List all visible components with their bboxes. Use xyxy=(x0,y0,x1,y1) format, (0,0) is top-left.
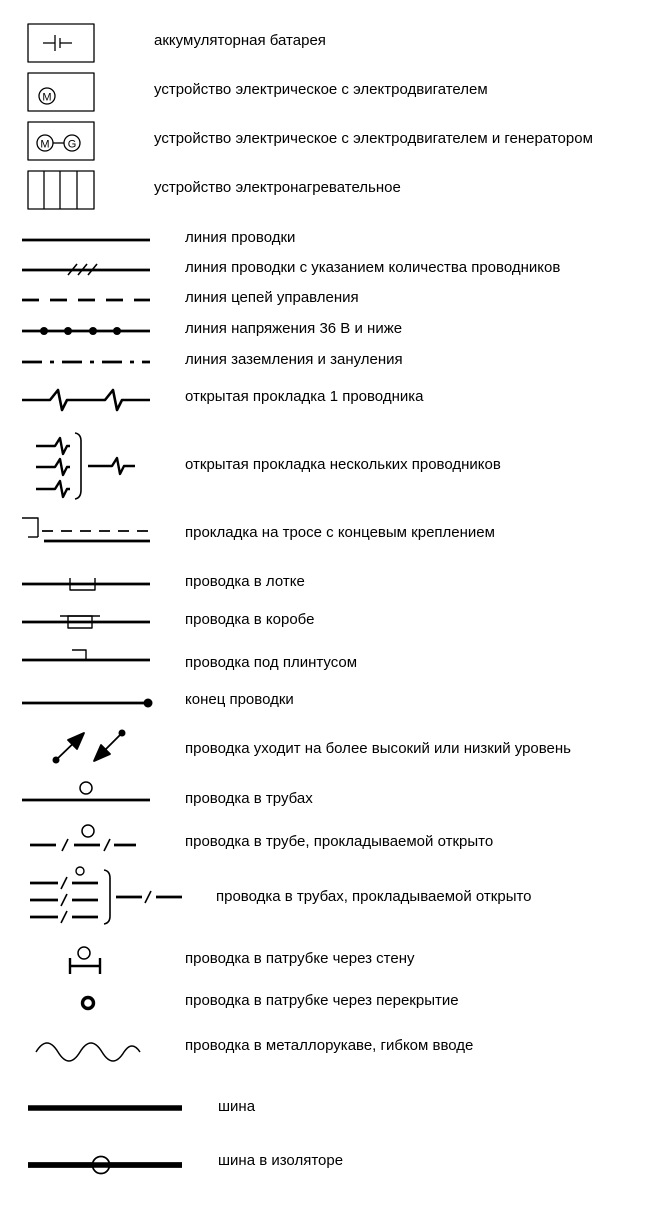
level-change-symbol xyxy=(53,730,126,764)
label-motor-generator: устройство электрическое с электродвигателем и генератором xyxy=(154,130,593,147)
pipes-symbol xyxy=(22,782,150,800)
label-ground-line: линия заземления и зануления xyxy=(185,351,403,368)
label-wire-end: конец проводки xyxy=(185,691,294,708)
label-open-single: открытая прокладка 1 проводника xyxy=(185,388,424,405)
heater-symbol xyxy=(28,171,94,209)
label-wire-line: линия проводки xyxy=(185,229,296,246)
label-sleeve-floor: проводка в патрубке через перекрытие xyxy=(185,992,459,1009)
open-single-symbol xyxy=(22,390,150,410)
tray-symbol xyxy=(22,578,150,590)
motor-letter: M xyxy=(40,138,50,151)
label-battery: аккумуляторная батарея xyxy=(154,32,326,49)
label-tray: проводка в лотке xyxy=(185,573,305,590)
label-baseboard: проводка под плинтусом xyxy=(185,654,358,671)
sleeve-wall-symbol xyxy=(70,947,100,974)
label-level-change: проводка уходит на более высокий или низкий уровень xyxy=(185,740,572,757)
baseboard-symbol xyxy=(22,650,150,660)
label-busbar-insulator: шина в изоляторе xyxy=(218,1152,344,1169)
motor-device-symbol xyxy=(28,73,94,111)
label-open-multi: открытая прокладка нескольких проводников xyxy=(185,456,501,473)
open-multi-symbol xyxy=(36,433,135,499)
busbar-insulator-symbol xyxy=(28,1157,182,1174)
wire-count-line-symbol xyxy=(22,264,150,275)
box-symbol xyxy=(22,616,150,628)
label-low-voltage-line: линия напряжения 36 В и ниже xyxy=(185,320,403,337)
label-motor: устройство электрическое с электродвигателем xyxy=(154,81,488,98)
pipes-open-symbol xyxy=(30,867,182,924)
pipe-open-symbol xyxy=(30,825,136,851)
metal-hose-symbol xyxy=(36,1043,140,1061)
battery-symbol xyxy=(28,24,94,62)
label-busbar: шина xyxy=(218,1098,256,1115)
label-pipes-open: проводка в трубах, прокладываемой открыто xyxy=(216,888,532,905)
label-cable-on-rope: прокладка на тросе с концевым креплением xyxy=(185,524,495,541)
label-heater: устройство электронагревательное xyxy=(154,179,401,196)
label-pipe-open: проводка в трубе, прокладываемой открыто xyxy=(185,833,494,850)
low-voltage-line-symbol xyxy=(22,327,150,335)
label-pipes: проводка в трубах xyxy=(185,790,313,807)
cable-on-rope-symbol xyxy=(22,518,150,541)
label-metal-hose: проводка в металлорукаве, гибком вводе xyxy=(185,1037,474,1054)
label-sleeve-wall: проводка в патрубке через стену xyxy=(185,950,415,967)
motor-letter: M xyxy=(42,91,52,104)
label-wire-count-line: линия проводки с указанием количества проводников xyxy=(185,259,561,276)
generator-letter: G xyxy=(67,138,77,151)
motor-generator-device-symbol xyxy=(28,122,94,160)
label-box: проводка в коробе xyxy=(185,611,315,628)
label-control-line: линия цепей управления xyxy=(185,289,359,306)
sleeve-floor-symbol xyxy=(83,998,94,1009)
wire-end-symbol xyxy=(22,699,153,708)
